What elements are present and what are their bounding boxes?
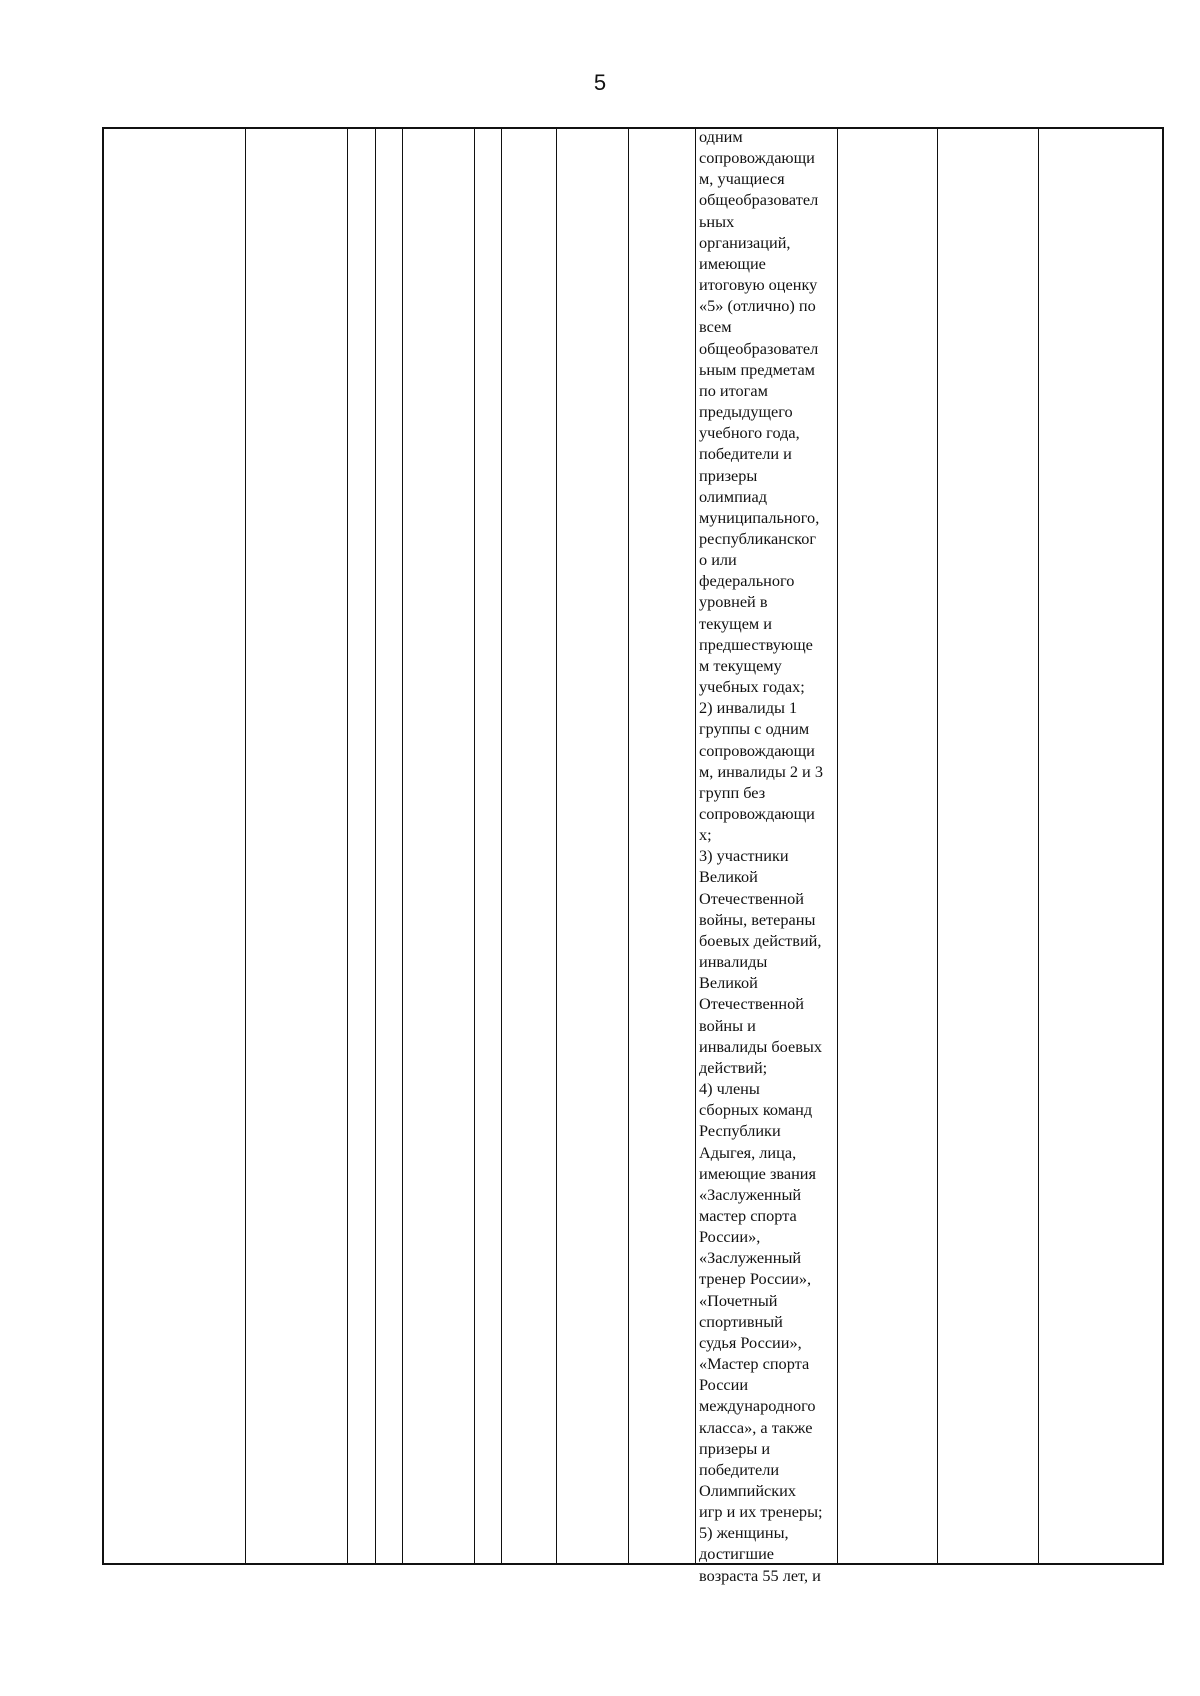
column-divider-3 [375,129,376,1563]
data-table [102,127,1164,1585]
column-divider-6 [501,129,502,1563]
column-divider-12 [1038,129,1039,1563]
column-divider-4 [402,129,403,1563]
column-divider-5 [474,129,475,1563]
table-cell-benefit-categories: одним сопровождающи м, учащиеся общеобразовател ьных организаций, имеющие итоговую оценку «5» (отлично) по всем общеобразовател ьным предметам по итогам предыдущего учебного года, победители и призеры олимпиад муниципального, республиканског о или федерального уровней в текущем и предшествующе м текущему учебных годах; 2) инвалиды 1 группы с одним сопровождающи м, инвалиды 2 и 3 групп без сопровождающи х; 3) участники Великой Отечественной войны, ветераны боевых действий, инвалиды Великой Отечественной войны и инвалиды боевых действий; 4) члены сборных команд Республики Адыгея, лица, имеющие звания «Заслуженный мастер спорта России», «Заслуженный тренер России», «Почетный спортивный судья России», «Мастер спорта России международного класса», а также призеры и победители Олимпийских игр и их тренеры; 5) женщины, достигшие возраста 55 лет, и [699,127,823,1585]
column-divider-1 [245,129,246,1563]
page-number: 5 [593,70,607,95]
column-divider-2 [347,129,348,1563]
column-divider-11 [937,129,938,1563]
column-divider-9 [695,129,696,1563]
column-divider-7 [556,129,557,1563]
column-divider-8 [628,129,629,1563]
